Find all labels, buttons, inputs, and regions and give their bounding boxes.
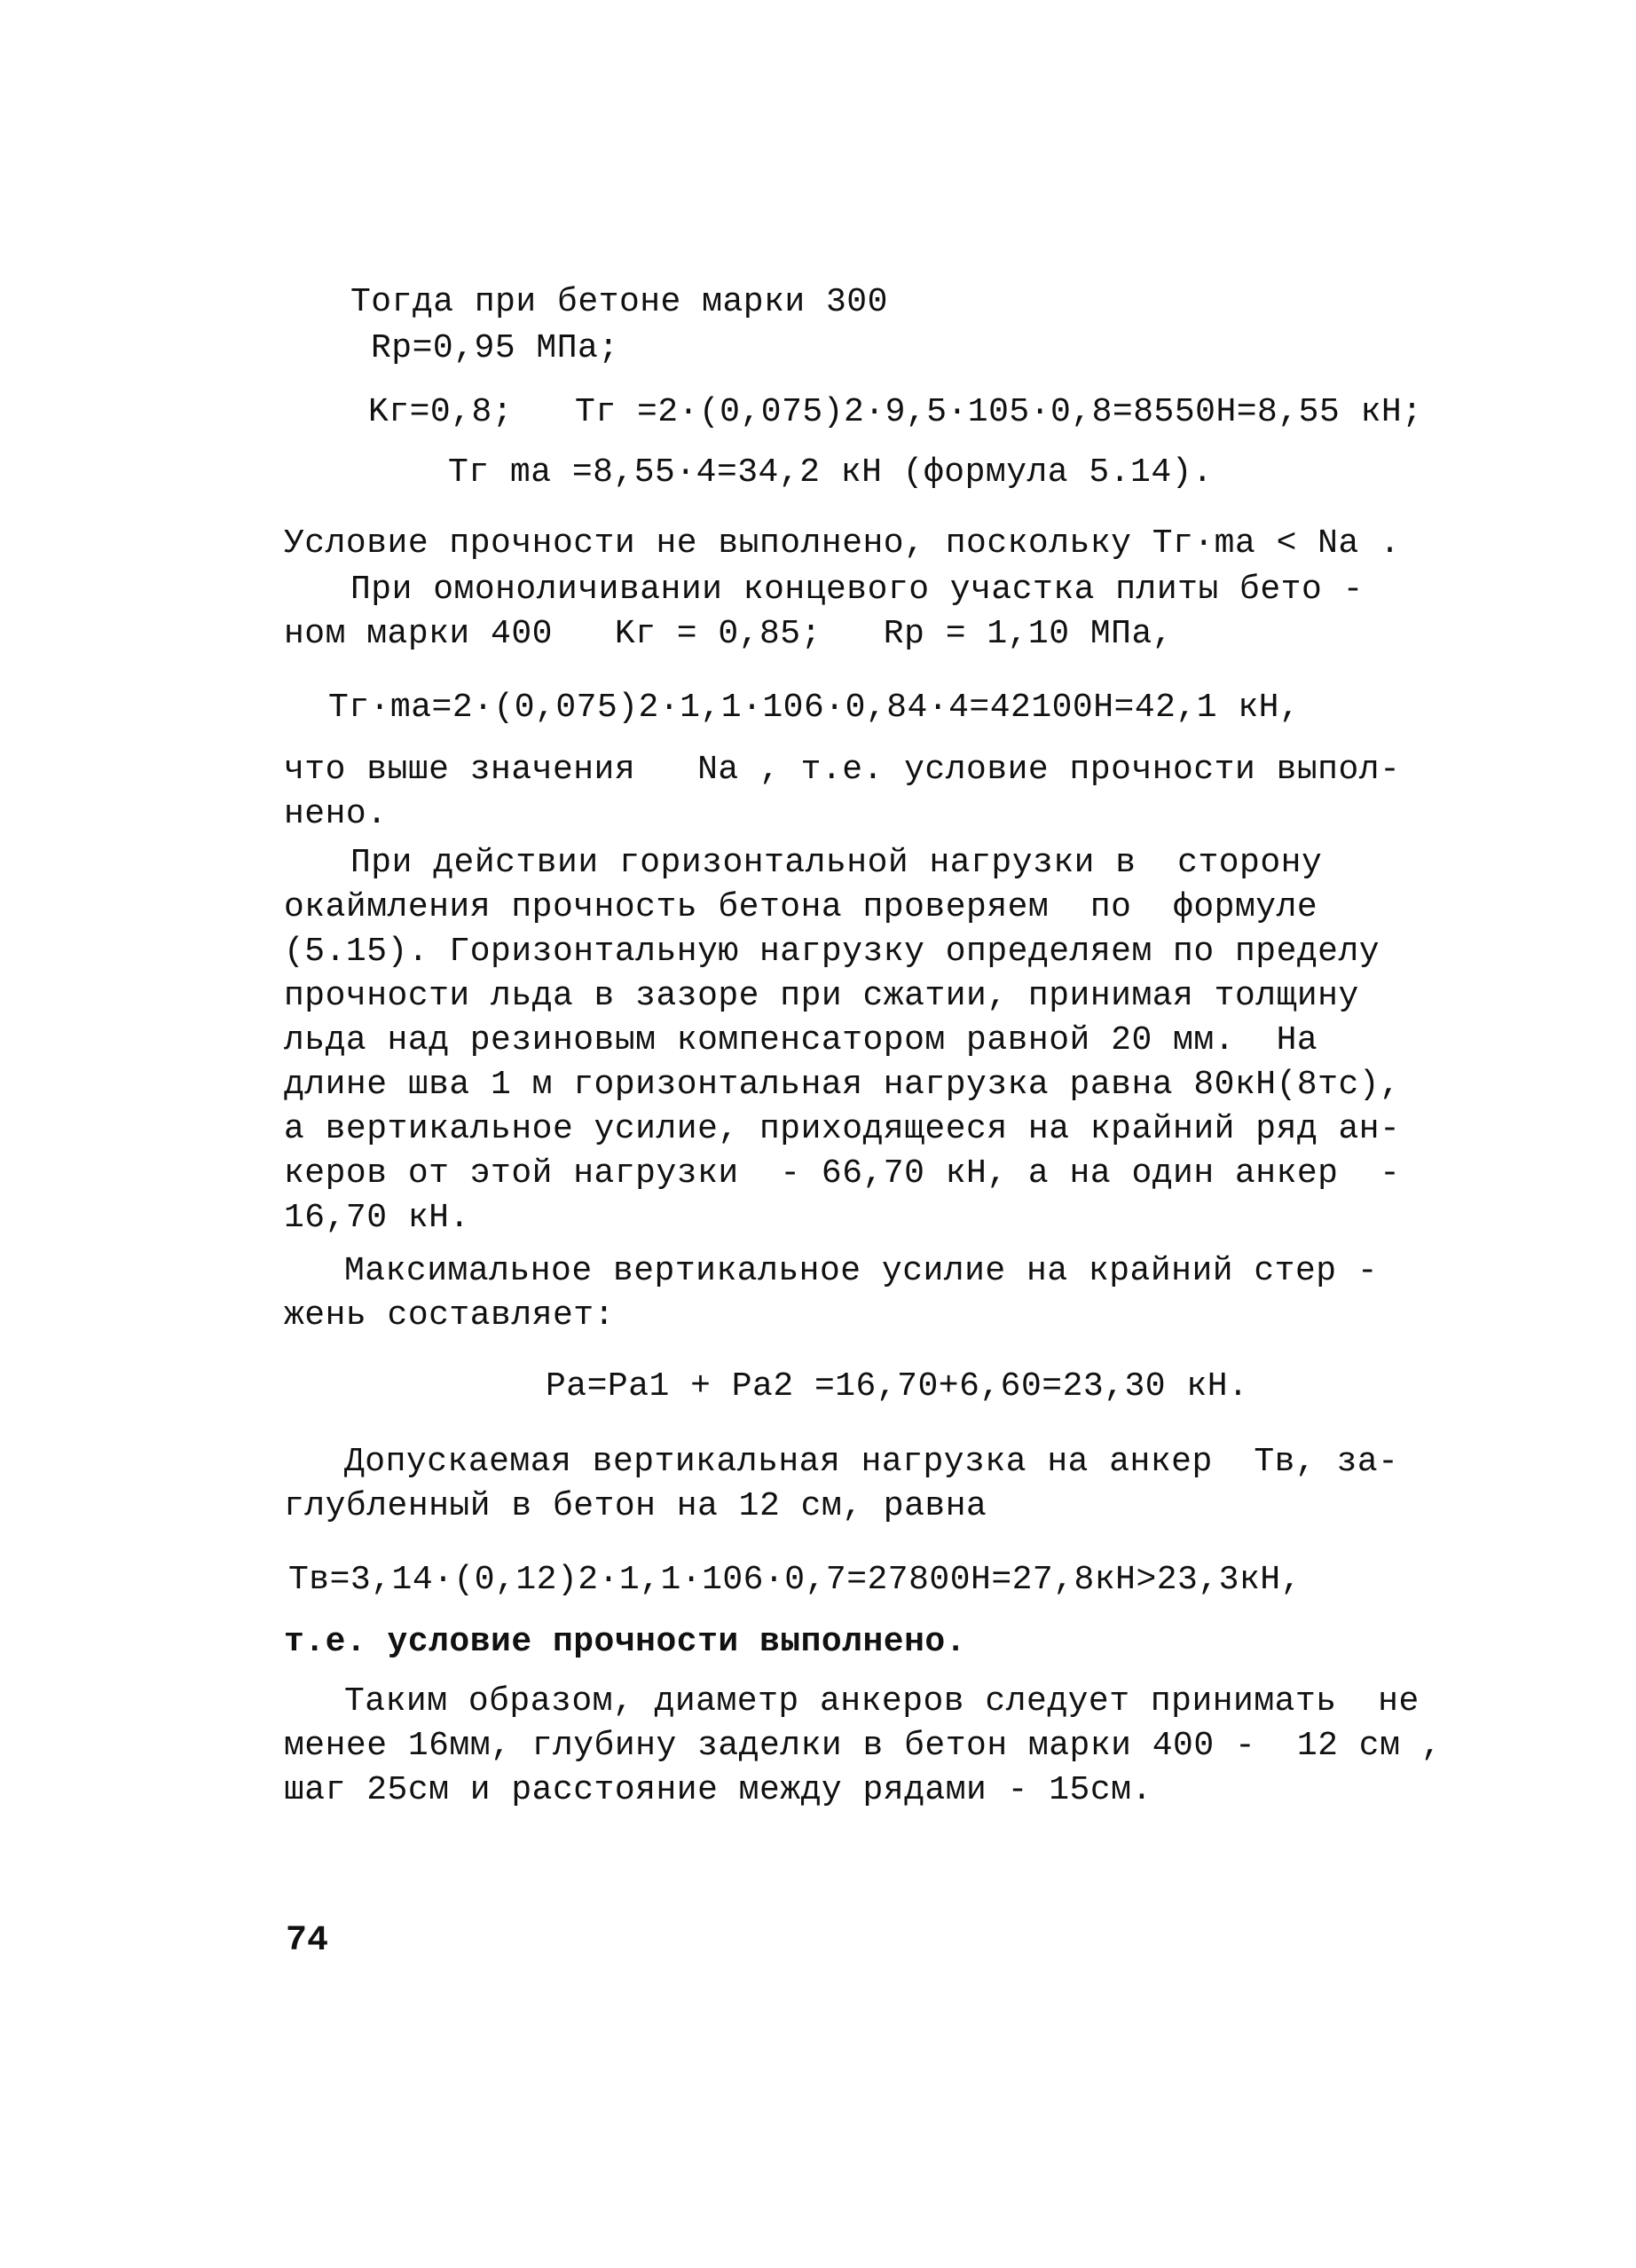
paragraph-line: глубленный в бетон на 12 см, равна bbox=[284, 1487, 987, 1525]
paragraph-line: менее 16мм, глубину заделки в бетон марки 400 - 12 см , bbox=[284, 1727, 1443, 1765]
text-line: Условие прочности не выполнено, поскольку Tг·mа < Nа . bbox=[284, 524, 1401, 563]
text-line: При омоноличивании концевого участка плиты бето - bbox=[350, 571, 1364, 609]
text-line: что выше значения Nа , т.е. условие прочности выпол- bbox=[284, 751, 1401, 789]
formula-tg-ma: Tг mа =8,55·4=34,2 кН (формула 5.14). bbox=[448, 453, 1214, 492]
paragraph-line: длине шва 1 м горизонтальная нагрузка равна 80кН(8тс), bbox=[284, 1066, 1401, 1104]
formula-rp: Rp=0,95 МПа; bbox=[371, 329, 619, 367]
paragraph-line: (5.15). Горизонтальную нагрузку определяем по пределу bbox=[284, 933, 1380, 971]
formula-kg-tg: Kг=0,8; Tг =2·(0,075)2·9,5·105·0,8=8550H=8,55 кН; bbox=[368, 393, 1423, 431]
paragraph-line: Таким образом, диаметр анкеров следует принимать не bbox=[344, 1682, 1420, 1721]
text-line: ном марки 400 Kг = 0,85; Rр = 1,10 МПа, bbox=[284, 615, 1174, 653]
condition-line: т.е. условие прочности выполнено. bbox=[284, 1623, 967, 1661]
paragraph-line: прочности льда в зазоре при сжатии, принимая толщину bbox=[284, 977, 1359, 1015]
paragraph-line: Допускаемая вертикальная нагрузка на анкер Tв, за- bbox=[344, 1443, 1399, 1481]
text-line: нено. bbox=[284, 795, 388, 833]
paragraph-line: окаймления прочность бетона проверяем по формуле bbox=[284, 888, 1318, 926]
paragraph-line: Максимальное вертикальное усилие на крайний стер - bbox=[344, 1252, 1379, 1290]
formula-tg-ma-2: Tг·mа=2·(0,075)2·1,1·106·0,84·4=42100H=42,1 кН, bbox=[328, 689, 1301, 727]
paragraph-line: 16,70 кН. bbox=[284, 1199, 470, 1237]
paragraph-line: жень составляет: bbox=[284, 1296, 615, 1335]
paragraph-line: При действии горизонтальной нагрузки в сторону bbox=[350, 844, 1323, 882]
page-number: 74 bbox=[286, 1921, 329, 1961]
paragraph-line: а вертикальное усилие, приходящееся на крайний ряд ан- bbox=[284, 1110, 1401, 1148]
paragraph-line: керов от этой нагрузки - 66,70 кН, а на один анкер - bbox=[284, 1154, 1401, 1193]
formula-pa: Pа=Pа1 + Pа2 =16,70+6,60=23,30 кН. bbox=[546, 1367, 1249, 1406]
paragraph-line: льда над резиновым компенсатором равной 20 мм. На bbox=[284, 1021, 1318, 1059]
formula-tb: Tв=3,14·(0,12)2·1,1·106·0,7=27800H=27,8кН>23,3кН, bbox=[288, 1561, 1302, 1599]
text-line: Тогда при бетоне марки 300 bbox=[350, 283, 888, 321]
paragraph-line: шаг 25см и расстояние между рядами - 15см. bbox=[284, 1771, 1152, 1809]
